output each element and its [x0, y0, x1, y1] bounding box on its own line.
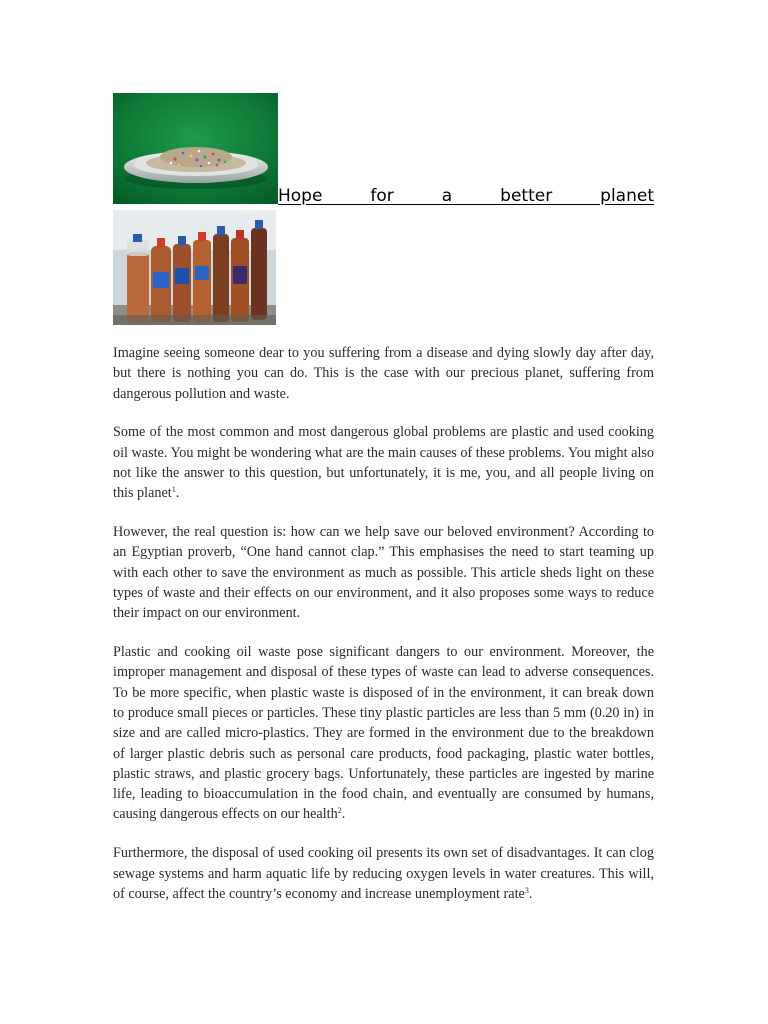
footnote-ref: 2	[337, 806, 342, 816]
paragraph-end: .	[175, 485, 180, 502]
paragraph-text: Furthermore, the disposal of used cooking oil presents its own set of disadvantages. It can clog sewage systems and harm aquatic life by reducing oxygen levels in water creatures. This will, of course, affect the country’s economy and increase unemployment rate	[113, 845, 654, 902]
footnote-ref: 1	[171, 485, 176, 495]
article-body	[113, 343, 654, 923]
paragraph	[113, 522, 654, 623]
cooking-oil-bottles-photo	[113, 210, 276, 325]
paragraph-text: Plastic and cooking oil waste pose significant dangers to our environment. Moreover, the improper management and disposal of these types of waste can lead to adverse consequences. To be more specific, when plastic waste is disposed of in the environment, it can break down to produce small pieces or particles. These tiny plastic particles are less than 5 mm (0.20 in) in size and are called micro-plastics. They are formed in the environment due to the breakdown of larger plastic debris such as personal care products, food packaging, plastic water bottles, plastic straws, and plastic grocery bags. Unfortunately, these particles are ingested by marine life, leading to bioaccumulation in the food chain, and eventually are consumed by humans, causing dangerous effects on our health	[113, 644, 654, 823]
article-title: Hope for a better planet	[278, 186, 654, 206]
microplastics-plate-photo	[113, 93, 278, 204]
paragraph-text: Some of the most common and most dangerous global problems are plastic and used cooking oil waste. You might be wondering what are the main causes of these problems. You might also not like the answer to this question, but unfortunately, it is me, you, and all people living on this planet	[113, 424, 654, 502]
paragraph	[113, 843, 654, 904]
paragraph-end: .	[341, 806, 346, 823]
paragraph	[113, 343, 654, 404]
paragraph	[113, 422, 654, 503]
footnote-ref: 3	[524, 885, 529, 895]
paragraph-text: Imagine seeing someone dear to you suffering from a disease and dying slowly day after day, but there is nothing you can do. This is the case with our precious planet, suffering from dangerous pollution and waste.	[113, 345, 654, 402]
paragraph-text: However, the real question is: how can we help save our beloved environment? According to an Egyptian proverb, “One hand cannot clap.” This emphasises the need to start teaming up with each other to save the environment as much as possible. This article sheds light on these types of waste and their effects on our environment, and it also proposes some ways to reduce their impact on our environment.	[113, 524, 654, 622]
paragraph-end: .	[528, 885, 533, 902]
paragraph	[113, 642, 654, 825]
